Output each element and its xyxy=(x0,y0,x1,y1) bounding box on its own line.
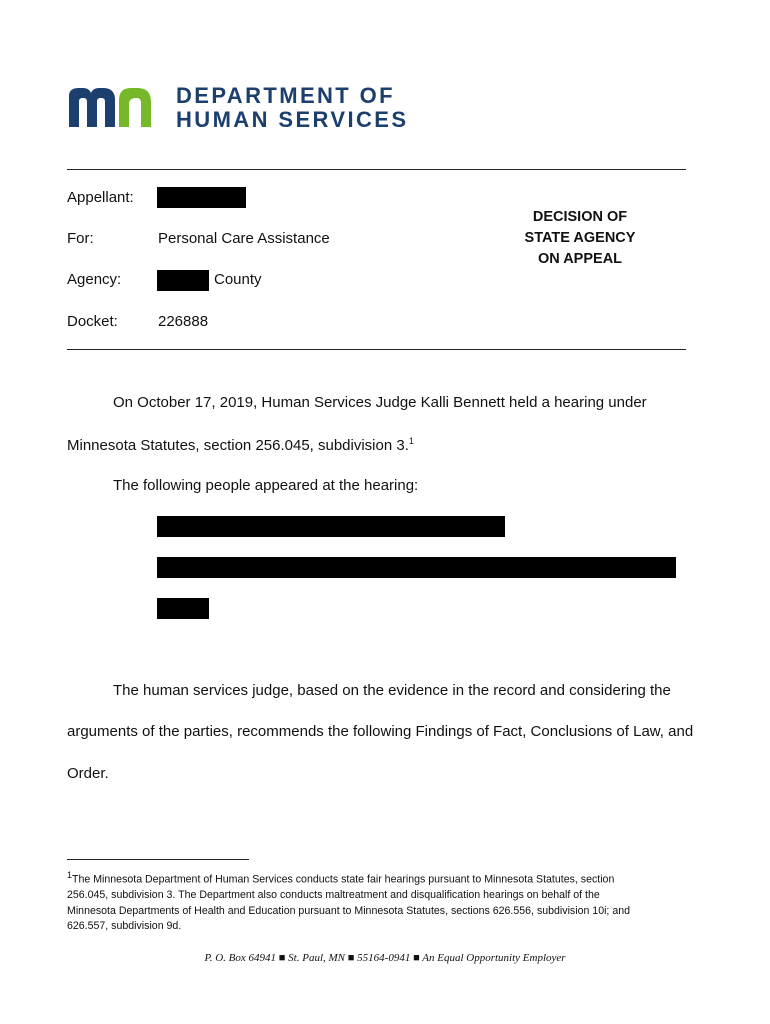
appearance-redaction-3 xyxy=(157,598,209,619)
dhs-logo-text xyxy=(176,84,408,132)
footnote-line-1 xyxy=(67,868,707,888)
docket-label: Docket: xyxy=(67,313,118,330)
footnote-line-4: 626.557, subdivision 9d. xyxy=(67,920,182,933)
hearing-paragraph-line-1: On October 17, 2019, Human Services Judge Kalli Bennett held a hearing under xyxy=(113,394,647,411)
appellant-redaction xyxy=(157,187,246,208)
agency-value: County xyxy=(214,271,262,288)
for-value: Personal Care Assistance xyxy=(158,230,330,247)
footnote xyxy=(67,868,707,935)
decision-heading xyxy=(510,207,650,270)
recommendation-line-1: The human services judge, based on the evidence in the record and considering the xyxy=(113,682,671,699)
decision-line-2: STATE AGENCY xyxy=(524,230,636,246)
docket-value: 226888 xyxy=(158,313,209,330)
footnote-marker: 1 xyxy=(67,870,73,880)
logo-line-1: DEPARTMENT OF xyxy=(176,83,396,108)
logo-line-2: HUMAN SERVICES xyxy=(176,107,409,132)
page-footer: P. O. Box 64941 ■ St. Paul, MN ■ 55164-0941 ■ An Equal Opportunity Employer xyxy=(204,952,566,964)
footnote-line-3: Minnesota Departments of Health and Education pursuant to Minnesota Statutes, sections 626.556, subdivision 10i; and xyxy=(67,904,630,917)
recommendation-line-2: arguments of the parties, recommends the following Findings of Fact, Conclusions of Law, and xyxy=(67,723,694,740)
agency-redaction xyxy=(157,270,209,291)
hearing-paragraph-line-2-text: Minnesota Statutes, section 256.045, subdivision 3. xyxy=(67,437,409,454)
agency-label: Agency: xyxy=(67,271,122,288)
footnote-line-2: 256.045, subdivision 3. The Department also conducts maltreatment and disqualification hearings on behalf of the xyxy=(67,889,600,902)
recommendation-line-3: Order. xyxy=(67,765,109,782)
footnote-separator xyxy=(67,859,249,860)
hearing-paragraph-line-2 xyxy=(67,436,414,454)
appearance-redaction-1 xyxy=(157,516,505,537)
footnote-line-1-text: The Minnesota Department of Human Services conducts state fair hearings pursuant to Minnesota Statutes, section xyxy=(72,873,615,886)
appellant-label: Appellant: xyxy=(67,189,134,206)
header-top-rule xyxy=(67,169,686,170)
mn-logo-icon xyxy=(67,86,163,128)
decision-line-1: DECISION OF xyxy=(532,209,628,225)
appearance-redaction-2 xyxy=(157,557,676,578)
for-label: For: xyxy=(67,230,94,247)
header-bottom-rule xyxy=(67,349,686,350)
appearance-intro: The following people appeared at the hearing: xyxy=(113,477,419,494)
decision-line-3: ON APPEAL xyxy=(537,251,623,267)
footnote-reference: 1 xyxy=(408,436,414,446)
